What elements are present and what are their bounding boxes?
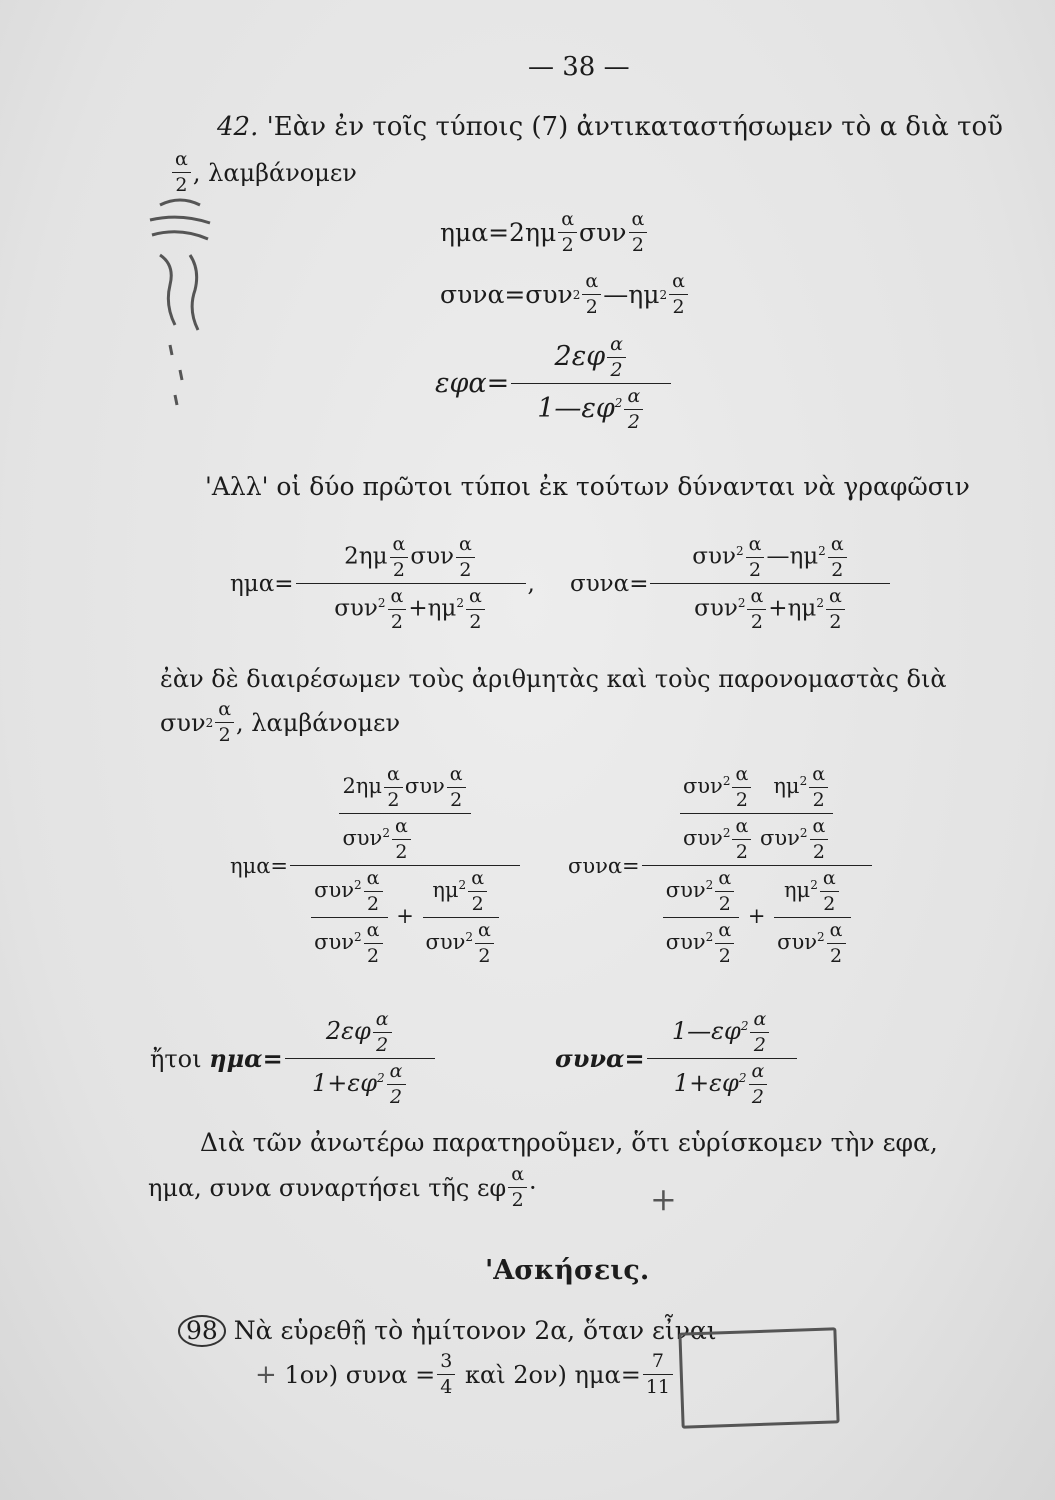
exercise-text: Νὰ εὑρεθῇ τὸ ἡμίτονον 2α, ὅταν εἶναι: [233, 1316, 717, 1346]
formula-syna: συνα=συν 2 α 2 —ημ 2 α 2: [440, 272, 690, 317]
exercises-title: 'Ασκήσεις.: [485, 1255, 650, 1286]
pencil-cross-small: +: [255, 1359, 277, 1390]
section-intro-line2: [170, 150, 357, 195]
pencil-box-mark: [678, 1327, 839, 1428]
section-intro: [217, 112, 1003, 142]
exercise-number: 98: [178, 1315, 226, 1347]
formula-syna-compound: συνα= συν$^2$ $\frac{\alpha}{2}$ $\eta\mu^2$ $\frac{\alpha}{2}$ συν$^2$ $\frac{\alpha}{2}$ συν$^2$ $\frac{\alpha}{2}$ συν$^2$ $\frac{\alpha}{2}$ συν$^2$ $\frac{\alpha}{2}$ + $\eta\mu^2$ $\frac{\alpha}{2}$ συν$^2$ $\frac{\alpha}{2}$: [568, 765, 874, 966]
formula-hma-2: ημα= 2ημ $\frac{\alpha}{2}$ συν $\frac{\alpha}{2}$ συν$^2$ $\frac{\alpha}{2}$ $+\eta\mu^2$ $\frac{\alpha}{2}$ ,: [230, 533, 535, 633]
text-paragraph-3a: ἐὰν δὲ διαιρέσωμεν τοὺς ἀριθμητὰς καὶ τοὺς παρονομαστὰς διὰ: [160, 665, 947, 693]
formula-hma: ημα=2ημ α 2 συν α 2: [440, 210, 649, 255]
pencil-scribble: [140, 195, 220, 445]
fraction-alpha-2: α 2: [172, 150, 191, 195]
section-intro-text: 'Εὰν ἐν τοῖς τύποις (7) ἀντικαταστήσωμεν τὸ α διὰ τοῦ: [266, 112, 1003, 142]
text-paragraph-2: 'Αλλ' οἱ δύο πρῶτοι τύποι ἐκ τούτων δύνανται νὰ γραφῶσιν: [205, 472, 970, 501]
formula-hma-compound: ημα= 2ημ $\frac{\alpha}{2}$ συν $\frac{\alpha}{2}$ συν$^2$ $\frac{\alpha}{2}$ συν$^2$ $\frac{\alpha}{2}$ συν$^2$ $\frac{\alpha}{2}$ + $\eta\mu^2$ $\frac{\alpha}{2}$ συν$^2$ $\frac{\alpha}{2}$: [230, 765, 522, 966]
formula-efa: εφα= 2εφ $\frac{\alpha}{2}$ $1—\varepsilon\varphi^2$ $\frac{\alpha}{2}$: [435, 335, 673, 432]
text-paragraph-5b: ημα, συνα συναρτήσει τῆς εφ α 2 ·: [148, 1163, 537, 1211]
text-paragraph-3b: συν 2 α 2 , λαμβάνομεν: [160, 698, 401, 746]
page-number: — 38 —: [528, 52, 630, 82]
formula-final-hma: ἤτοι ημα= 2εφ $\frac{\alpha}{2}$ $1+\varepsilon\varphi^2$ $\frac{\alpha}{2}$: [150, 1010, 437, 1107]
section-number: 42.: [217, 112, 259, 142]
pencil-cross-mark: +: [650, 1180, 677, 1218]
text-paragraph-5a: Διὰ τῶν ἀνωτέρω παρατηροῦμεν, ὅτι εὑρίσκομεν τὴν εφα,: [200, 1128, 938, 1157]
formula-final-syna: συνα= $1—\varepsilon\varphi^2$ $\frac{\alpha}{2}$ $1+\varepsilon\varphi^2$ $\frac{\alpha}{2}$: [555, 1010, 799, 1107]
exercise-98: [178, 1315, 717, 1347]
formula-syna-2: συνα= συν$^2$ $\frac{\alpha}{2}$ $—\eta\mu^2$ $\frac{\alpha}{2}$ συν$^2$ $\frac{\alpha}{2}$ $+\eta\mu^2$ $\frac{\alpha}{2}$: [570, 535, 892, 632]
section-intro-end: , λαμβάνομεν: [192, 158, 357, 187]
exercise-parts: + 1ον) συνα = 3 4 καὶ 2ον) ημα= 7 11: [255, 1352, 675, 1397]
